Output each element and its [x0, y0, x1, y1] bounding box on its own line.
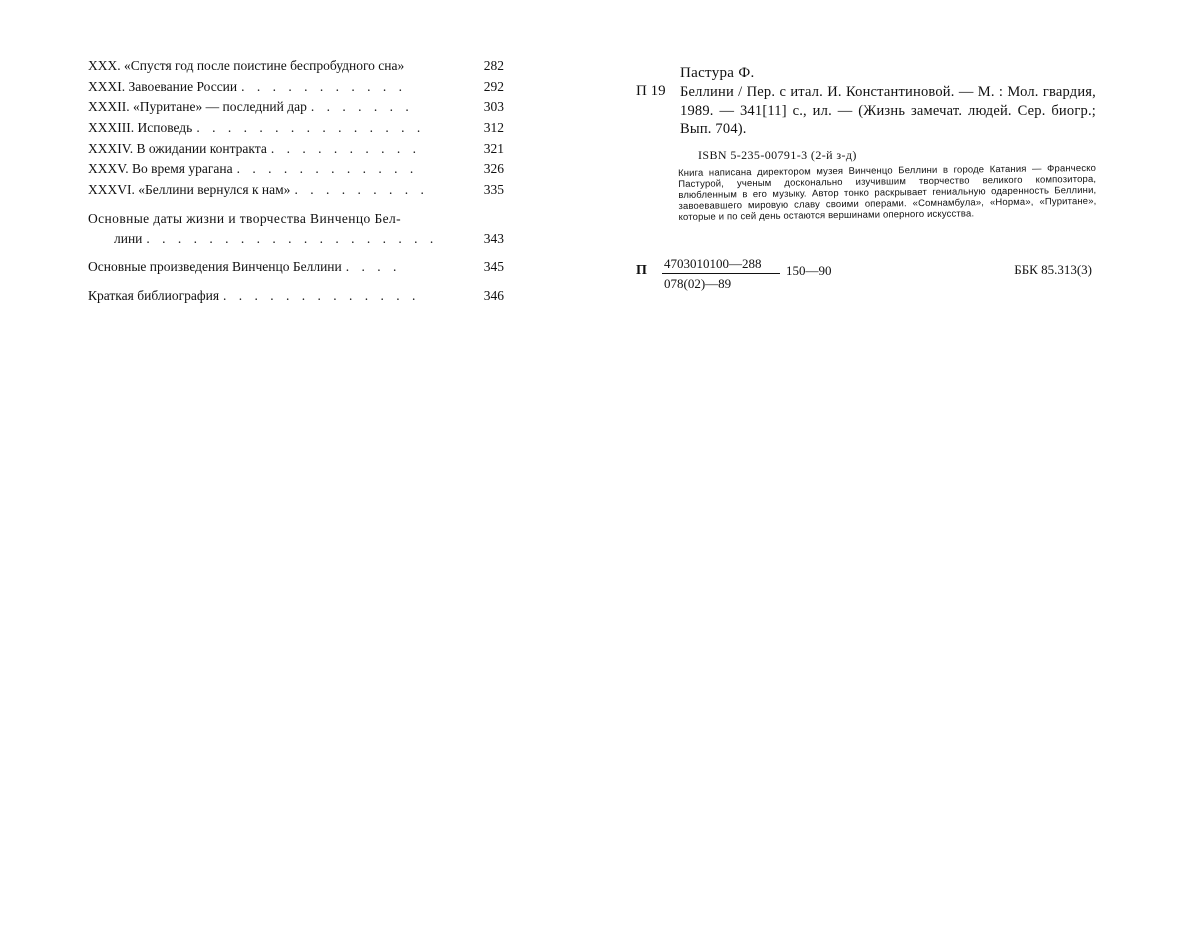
toc-entry-34 [88, 141, 504, 162]
toc-dot-leader: . . . . . . . . . . . . . . . [196, 120, 425, 136]
toc-dot-leader: . . . . . . . . . . [270, 140, 421, 156]
toc-entry-title: XXXI. Завоевание России [88, 78, 238, 94]
card-imprint-suffix: 150—90 [786, 263, 832, 278]
card-imprint-letter: П [636, 263, 647, 278]
toc-dot-leader: . . . . . . . . . . . . [236, 161, 418, 177]
toc-page-number: 282 [483, 58, 504, 73]
card-author: Пастура Ф. [680, 65, 755, 81]
toc-dot-leader: . . . . . . . . . . . [241, 78, 407, 94]
toc-entry-continuation [88, 231, 504, 251]
toc-entry-title: Основные даты жизни и творчества Винченцо Бел- [88, 210, 402, 226]
toc-entry-title: XXX. «Спустя год после поистине беспробудного сна» [88, 58, 405, 73]
toc-entry-title: XXXV. Во время урагана [88, 161, 233, 177]
table-of-contents [88, 58, 504, 308]
toc-entry-bibliography [88, 288, 504, 309]
toc-page-number: 343 [483, 230, 504, 246]
toc-page-number: 292 [483, 78, 504, 94]
toc-page-number: 321 [483, 140, 504, 156]
toc-entry-title: Основные произведения Винченцо Беллини [88, 258, 342, 274]
card-index-code: П 19 [636, 83, 666, 99]
toc-entry-title: XXXIV. В ожидании контракта [88, 140, 267, 156]
toc-entry-35 [88, 161, 504, 182]
toc-entry-title: XXXII. «Пуритане» — последний дар [88, 99, 307, 115]
card-annotation: Книга написана директором музея Винченцо Беллини в городе Катания — Франческо Пастурой, ученым досконально изучившим творчество великого композитора, влюбленным в его музыку. Автор тонко раскрывает гениальную одаренность Беллини, завоевавшего мировую славу своими операми. «Сомнамбула», «Норма», «Пуритане», которые и по сей день остаются вершинами оперного искусства. [678, 162, 1097, 223]
toc-entry-works [88, 259, 504, 280]
card-imprint-denominator: 078(02)—89 [664, 276, 732, 291]
toc-entry-title-end: лини [114, 230, 143, 246]
toc-page-number: 346 [483, 287, 504, 303]
toc-page-number: 312 [483, 120, 504, 136]
card-imprint-row [636, 256, 1096, 296]
toc-dot-leader: . . . . . . . . . . . . . [223, 287, 420, 303]
toc-page-number: 345 [483, 258, 504, 274]
toc-dot-leader: . . . . . . . . . . . . . . . . . . . [146, 230, 438, 246]
toc-entry-title: Краткая библиография [88, 287, 220, 303]
toc-dot-leader: . . . . . . . [310, 99, 414, 115]
card-isbn: ISBN 5-235-00791-3 (2-й з-д) [698, 148, 857, 162]
toc-page-number: 335 [483, 182, 504, 198]
card-imprint-numerator: 4703010100—288 [662, 256, 780, 274]
card-imprint-fraction [662, 256, 780, 292]
toc-dot-leader: . . . . [345, 258, 401, 274]
card-bbk: ББК 85.313(3) [1014, 262, 1092, 277]
toc-entry-dates [88, 211, 504, 251]
toc-entry-33 [88, 120, 504, 141]
toc-dot-leader: . . . . . . . . . [294, 182, 429, 198]
toc-entry-31 [88, 79, 504, 100]
toc-entry-title: XXXIII. Исповедь [88, 120, 193, 136]
toc-entry-30 [88, 58, 504, 79]
toc-page-number: 303 [483, 99, 504, 115]
toc-entry-36 [88, 182, 504, 203]
toc-entry-title: XXXVI. «Беллини вернулся к нам» [88, 182, 291, 198]
toc-entry-32 [88, 99, 504, 120]
toc-page-number: 326 [483, 161, 504, 177]
card-description: Беллини / Пер. с итал. И. Константиновой. — М. : Мол. гвардия, 1989. — 341[11] с., ил. — (Жизнь замечат. людей. Сер. биогр.; Вып. 704). [680, 84, 1096, 137]
